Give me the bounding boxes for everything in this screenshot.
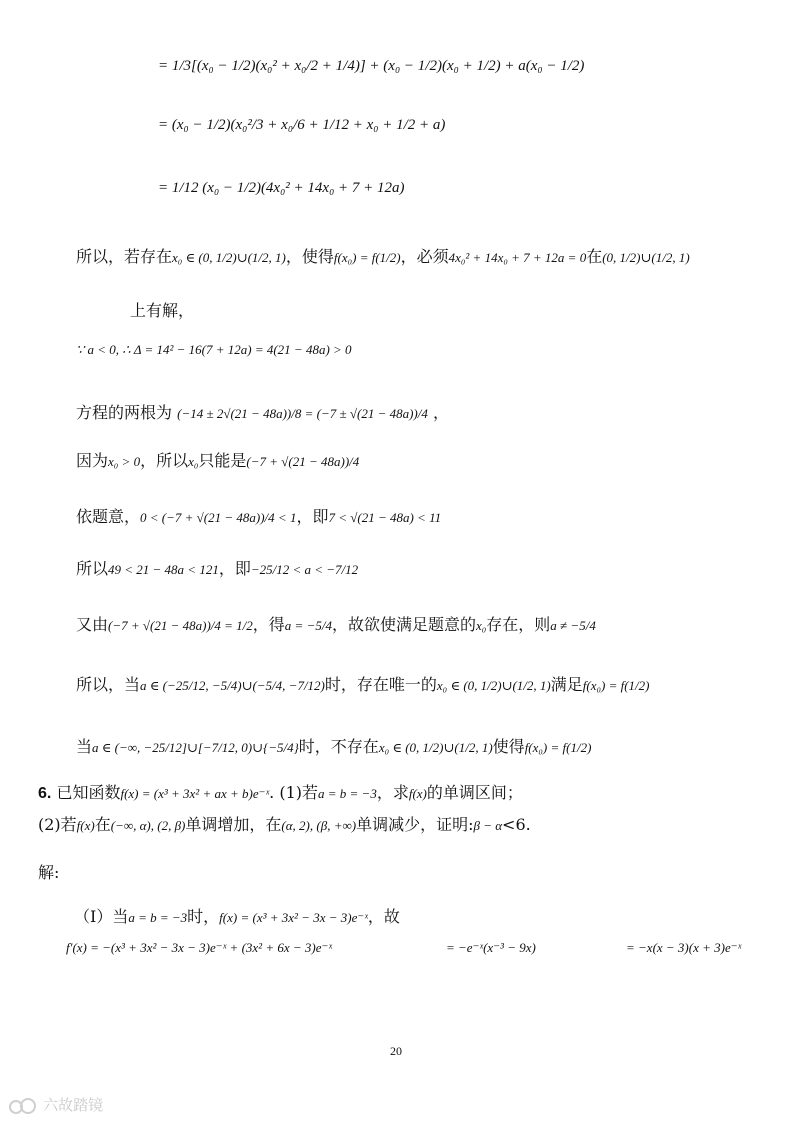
also-text-2: ，得	[252, 615, 285, 634]
also-text-4: 存在，则	[486, 615, 551, 634]
problem-6-text-6: 在	[94, 815, 111, 834]
solution-label: 解:	[38, 863, 60, 882]
problem-6-text-3: ，求	[376, 783, 409, 802]
problem-6-text-5: (2)若	[38, 815, 77, 834]
watermark-text: 六故踏镜	[43, 1097, 104, 1114]
because-x0-text-1: 因为	[76, 451, 109, 470]
also-text-1: 又由	[76, 615, 109, 634]
problem-6-text-2: . (1)若	[269, 783, 318, 802]
when-unique-text-2: 时，存在唯一的	[324, 675, 437, 694]
solution-function: f(x) = (x³ + 3x² − 3x − 3)e⁻ˣ	[219, 910, 368, 925]
so-if-text-3: ，必须	[400, 247, 449, 266]
because-x0-line	[76, 448, 359, 471]
roots-label: 方程的两根为	[76, 403, 173, 422]
problem-6-text-9: <6.	[502, 815, 531, 834]
by-problem-line	[76, 504, 441, 527]
so-if-text-2: ，使得	[285, 247, 334, 266]
when-none-text-2: 时，不存在	[298, 737, 379, 756]
also-a-value: a = −5/4	[284, 618, 332, 633]
discriminant-line: ∵ a < 0, ∴ Δ = 14² − 16(7 + 12a) = 4(21 − 48a) > 0	[76, 342, 352, 357]
problem-6-text-8: 单调减少，证明:	[356, 815, 474, 834]
when-unique-a-range: a ∈ (−25/12, −5/4)∪(−5/4, −7/12)	[140, 678, 325, 693]
problem-6-line-1	[38, 780, 523, 803]
problem-6-text-4: 的单调区间；	[426, 783, 523, 802]
problem-number: 6.	[38, 785, 52, 802]
when-none-text-3: 使得	[492, 737, 525, 756]
roots-line	[76, 400, 449, 423]
problem-6-fx: f(x)	[408, 786, 427, 801]
watermark-logo-icon	[8, 1095, 38, 1117]
solution-text-1: （Ⅰ）当	[74, 907, 129, 926]
so-range-line	[76, 556, 358, 579]
because-x0-text-3: 只能是	[198, 451, 247, 470]
solution-part-1-line	[74, 904, 400, 927]
page-number: 20	[390, 1044, 402, 1058]
so-if-text-1: 所以，若存在	[76, 247, 173, 266]
so-if-line	[76, 244, 690, 267]
so-range-text-1: 所以	[76, 559, 109, 578]
so-range-ineq-1: 49 < 21 − 48a < 121	[108, 562, 219, 577]
problem-6-line-2	[38, 812, 531, 835]
solution-text-3: ，故	[367, 907, 400, 926]
watermark	[8, 1094, 103, 1117]
so-if-f-eq: f(x₀) = f(1/2)	[333, 250, 401, 265]
by-problem-ineq-2: 7 < √(21 − 48a) < 11	[328, 510, 442, 525]
problem-6-function: f(x) = (x³ + 3x² + ax + b)e⁻ˣ	[120, 786, 270, 801]
problem-6-fx-2: f(x)	[76, 818, 95, 833]
problem-6-increasing-intervals: (−∞, α), (2, β)	[110, 818, 186, 833]
also-eq: (−7 + √(21 − 48a))/4 = 1/2	[108, 618, 253, 633]
by-problem-ineq-1: 0 < (−7 + √(21 − 48a))/4 < 1	[140, 510, 297, 525]
when-unique-text-1: 所以，当	[76, 675, 141, 694]
because-x0-text-2: ，所以	[140, 451, 189, 470]
by-problem-text-2: ，即	[296, 507, 329, 526]
when-none-text-1: 当	[76, 737, 93, 756]
when-none-f-eq: f(x₀) = f(1/2)	[524, 740, 592, 755]
derivative-line-3: = −x(x − 3)(x + 3)e⁻ˣ	[626, 940, 742, 955]
so-if-x0-set: x₀ ∈ (0, 1/2)∪(1/2, 1)	[172, 250, 286, 265]
derivative-line-2: = −e⁻ˣ(x⁻³ − 9x)	[446, 940, 536, 955]
by-problem-text-1: 依题意，	[76, 507, 141, 526]
derivation-line-1: = 1/3[(x₀ − 1/2)(x₀² + x₀/2 + 1/4)] + (x₀ − 1/2)(x₀ + 1/2) + a(x₀ − 1/2)	[158, 58, 585, 74]
when-unique-f-eq: f(x₀) = f(1/2)	[582, 678, 650, 693]
when-unique-line	[76, 672, 650, 695]
solution-ab: a = b = −3	[128, 910, 188, 925]
derivative-line-1: f′(x) = −(x³ + 3x² − 3x − 3)e⁻ˣ + (3x² + 6x − 3)e⁻ˣ	[66, 940, 333, 955]
because-x0-root: (−7 + √(21 − 48a))/4	[246, 454, 360, 469]
when-unique-text-3: 满足	[550, 675, 583, 694]
problem-6-decreasing-intervals: (α, 2), (β, +∞)	[281, 818, 357, 833]
problem-6-beta-alpha: β − α	[473, 818, 503, 833]
when-none-a-range: a ∈ (−∞, −25/12]∪[−7/12, 0)∪{−5/4}	[92, 740, 299, 755]
problem-6-text-7: 单调增加，在	[185, 815, 282, 834]
because-x0-cond: x₀ > 0	[108, 454, 141, 469]
problem-6-ab: a = b = −3	[318, 786, 377, 801]
roots-expression: (−14 ± 2√(21 − 48a))/8 = (−7 ± √(21 − 48a))/4	[177, 406, 428, 421]
so-range-text-2: ，即	[218, 559, 251, 578]
when-unique-x0-set: x₀ ∈ (0, 1/2)∪(1/2, 1)	[436, 678, 551, 693]
when-none-x0-set: x₀ ∈ (0, 1/2)∪(1/2, 1)	[378, 740, 493, 755]
so-if-interval: (0, 1/2)∪(1/2, 1)	[602, 250, 690, 265]
problem-6-text-1: 已知函数	[56, 783, 121, 802]
because-x0-var: x₀	[188, 454, 199, 469]
so-if-text-4: 在	[586, 247, 603, 266]
when-none-line	[76, 734, 591, 757]
roots-end: ，	[432, 403, 449, 422]
solution-text-2: 时，	[187, 907, 220, 926]
derivation-line-3: = 1/12 (x₀ − 1/2)(4x₀² + 14x₀ + 7 + 12a)	[158, 180, 405, 196]
also-line	[76, 612, 596, 635]
so-if-continuation: 上有解，	[130, 301, 195, 320]
so-range-ineq-2: −25/12 < a < −7/12	[250, 562, 359, 577]
also-a-neq: a ≠ −5/4	[550, 618, 596, 633]
so-if-equation: 4x₀² + 14x₀ + 7 + 12a = 0	[448, 250, 587, 265]
also-text-3: ，故欲使满足题意的	[331, 615, 476, 634]
also-x0: x₀	[475, 618, 487, 633]
derivation-line-2: = (x₀ − 1/2)(x₀²/3 + x₀/6 + 1/12 + x₀ + 1/2 + a)	[158, 117, 446, 133]
